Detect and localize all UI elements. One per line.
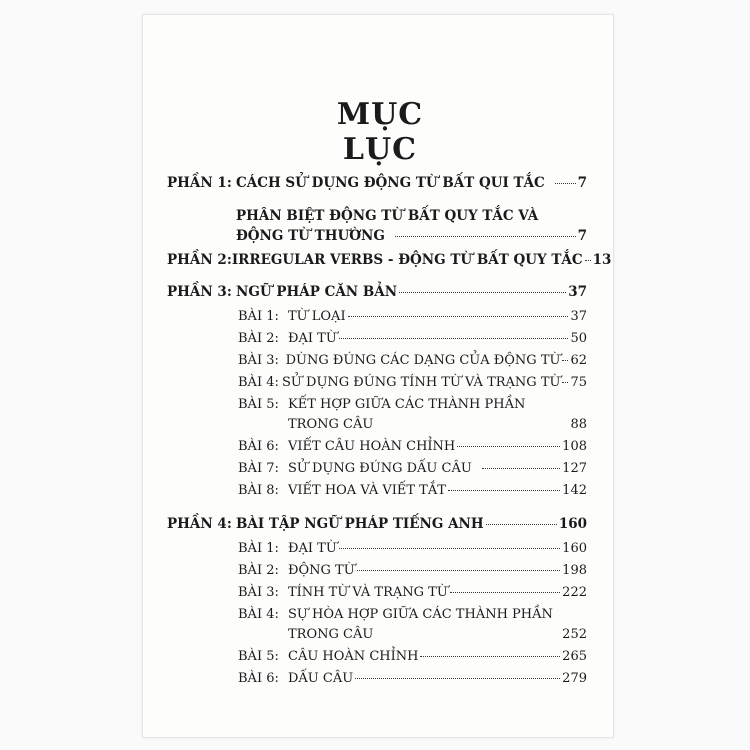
entry-label: PHẦN 3: [167, 284, 232, 300]
entry-title: IRREGULAR VERBS - ĐỘNG TỪ BẤT QUY TẮC [231, 252, 583, 268]
entry-page-number: 160 [558, 516, 587, 532]
entry-page-number: 222 [562, 585, 587, 600]
entry-title: NGỮ PHÁP CĂN BẢN [236, 284, 398, 300]
leader-dots [420, 656, 560, 657]
entry-label: BÀI 2: [238, 331, 279, 346]
leader-dots [355, 678, 560, 679]
toc-entry-lesson [238, 375, 587, 390]
entry-title: VIẾT HOA VÀ VIẾT TẮT [288, 483, 446, 498]
entry-page-number: 265 [562, 649, 587, 664]
toc-entry-lesson [238, 331, 587, 346]
entry-label: BÀI 6: [238, 439, 279, 454]
toc-entry-lesson-continued [288, 627, 587, 642]
toc-entry-part-2 [167, 252, 612, 268]
toc-entry-lesson [238, 563, 587, 578]
entry-label: BÀI 2: [238, 563, 279, 578]
entry-title: TÍNH TỪ VÀ TRẠNG TỪ [288, 585, 448, 600]
entry-label: PHẦN 4: [167, 516, 232, 532]
entry-label: BÀI 6: [238, 671, 279, 686]
page-title: MỤC LỤC [336, 97, 424, 167]
entry-label: BÀI 3: [238, 353, 279, 368]
entry-title-line-2: ĐỘNG TỪ THƯỜNG [236, 228, 385, 244]
entry-title: CÂU HOÀN CHỈNH [288, 649, 419, 664]
toc-entry-lesson [238, 483, 587, 498]
leader-dots [562, 382, 568, 383]
entry-page-number: 75 [570, 375, 587, 390]
entry-page-number: 127 [562, 461, 587, 476]
entry-page-number: 142 [562, 483, 587, 498]
entry-page-number: 13 [592, 252, 612, 268]
entry-title: ĐỘNG TỪ [288, 563, 355, 578]
leader-dots [482, 468, 560, 469]
entry-title-line-2: TRONG CÂU [288, 417, 374, 432]
toc-entry-lesson [238, 671, 587, 686]
entry-title: DẤU CÂU [288, 671, 354, 686]
entry-label: PHẦN 2: [167, 252, 232, 268]
toc-entry-lesson [238, 439, 587, 454]
toc-entry-lesson [238, 397, 587, 412]
entry-label: BÀI 4: [238, 375, 279, 390]
entry-title-line-2: TRONG CÂU [288, 627, 374, 642]
leader-dots [395, 236, 576, 237]
entry-label: BÀI 5: [238, 649, 279, 664]
entry-title: TỪ LOẠI [288, 309, 346, 324]
entry-page-number: 108 [562, 439, 587, 454]
entry-page-number: 50 [570, 331, 587, 346]
toc-entry-lesson-continued [288, 417, 587, 432]
entry-label: BÀI 1: [238, 541, 279, 556]
leader-dots [555, 183, 576, 184]
toc-entry-comparison [236, 228, 587, 244]
toc-entry-lesson [238, 541, 587, 556]
entry-page-number: 88 [570, 417, 587, 432]
leader-dots [339, 548, 560, 549]
entry-label: BÀI 3: [238, 585, 279, 600]
leader-dots [450, 592, 560, 593]
entry-title: SỰ HÒA HỢP GIỮA CÁC THÀNH PHẦN [288, 607, 553, 622]
entry-title: ĐẠI TỪ [288, 541, 337, 556]
toc-entry-lesson [238, 461, 587, 476]
entry-title: DÙNG ĐÚNG CÁC DẠNG CỦA ĐỘNG TỪ [285, 353, 561, 368]
toc-entry-lesson [238, 607, 587, 622]
entry-title: BÀI TẬP NGỮ PHÁP TIẾNG ANH [236, 516, 484, 532]
leader-dots [486, 524, 557, 525]
entry-page-number: 160 [562, 541, 587, 556]
leader-dots [562, 360, 568, 361]
toc-entry-lesson [238, 585, 587, 600]
entry-title: SỬ DỤNG ĐÚNG DẤU CÂU [288, 461, 472, 476]
leader-dots [383, 424, 568, 425]
entry-page-number: 37 [568, 284, 587, 300]
entry-label: BÀI 7: [238, 461, 279, 476]
entry-page-number: 252 [562, 627, 587, 642]
entry-page-number: 37 [570, 309, 587, 324]
entry-label: PHẦN 1: [167, 175, 232, 191]
toc-entry-part-3 [167, 284, 587, 300]
entry-label: BÀI 5: [238, 397, 279, 412]
entry-title: PHÂN BIỆT ĐỘNG TỪ BẤT QUY TẮC VÀ [236, 208, 539, 224]
entry-title: KẾT HỢP GIỮA CÁC THÀNH PHẦN [288, 397, 526, 412]
toc-entry-part-1 [167, 175, 587, 191]
toc-entry-lesson [238, 353, 587, 368]
entry-title: CÁCH SỬ DỤNG ĐỘNG TỪ BẤT QUI TẮC [236, 175, 545, 191]
entry-label: BÀI 1: [238, 309, 279, 324]
leader-dots [339, 338, 569, 339]
entry-title: VIẾT CÂU HOÀN CHỈNH [288, 439, 456, 454]
leader-dots [457, 446, 560, 447]
entry-title: ĐẠI TỪ [288, 331, 337, 346]
entry-page-number: 198 [562, 563, 587, 578]
entry-page-number: 62 [570, 353, 587, 368]
toc-entry-lesson [238, 309, 587, 324]
entry-page-number: 7 [577, 175, 587, 191]
toc-entry-part-4 [167, 516, 587, 532]
entry-page-number: 279 [562, 671, 587, 686]
leader-dots [399, 292, 566, 293]
toc-entry-lesson [238, 649, 587, 664]
entry-label: BÀI 8: [238, 483, 279, 498]
leader-dots [448, 490, 560, 491]
entry-title: SỬ DỤNG ĐÚNG TÍNH TỪ VÀ TRẠNG TỪ [282, 375, 561, 390]
leader-dots [357, 570, 561, 571]
leader-dots [585, 260, 591, 261]
book-page [142, 14, 614, 738]
entry-label: BÀI 4: [238, 607, 279, 622]
entry-page-number: 7 [577, 228, 587, 244]
leader-dots [348, 316, 569, 317]
leader-dots [383, 634, 560, 635]
